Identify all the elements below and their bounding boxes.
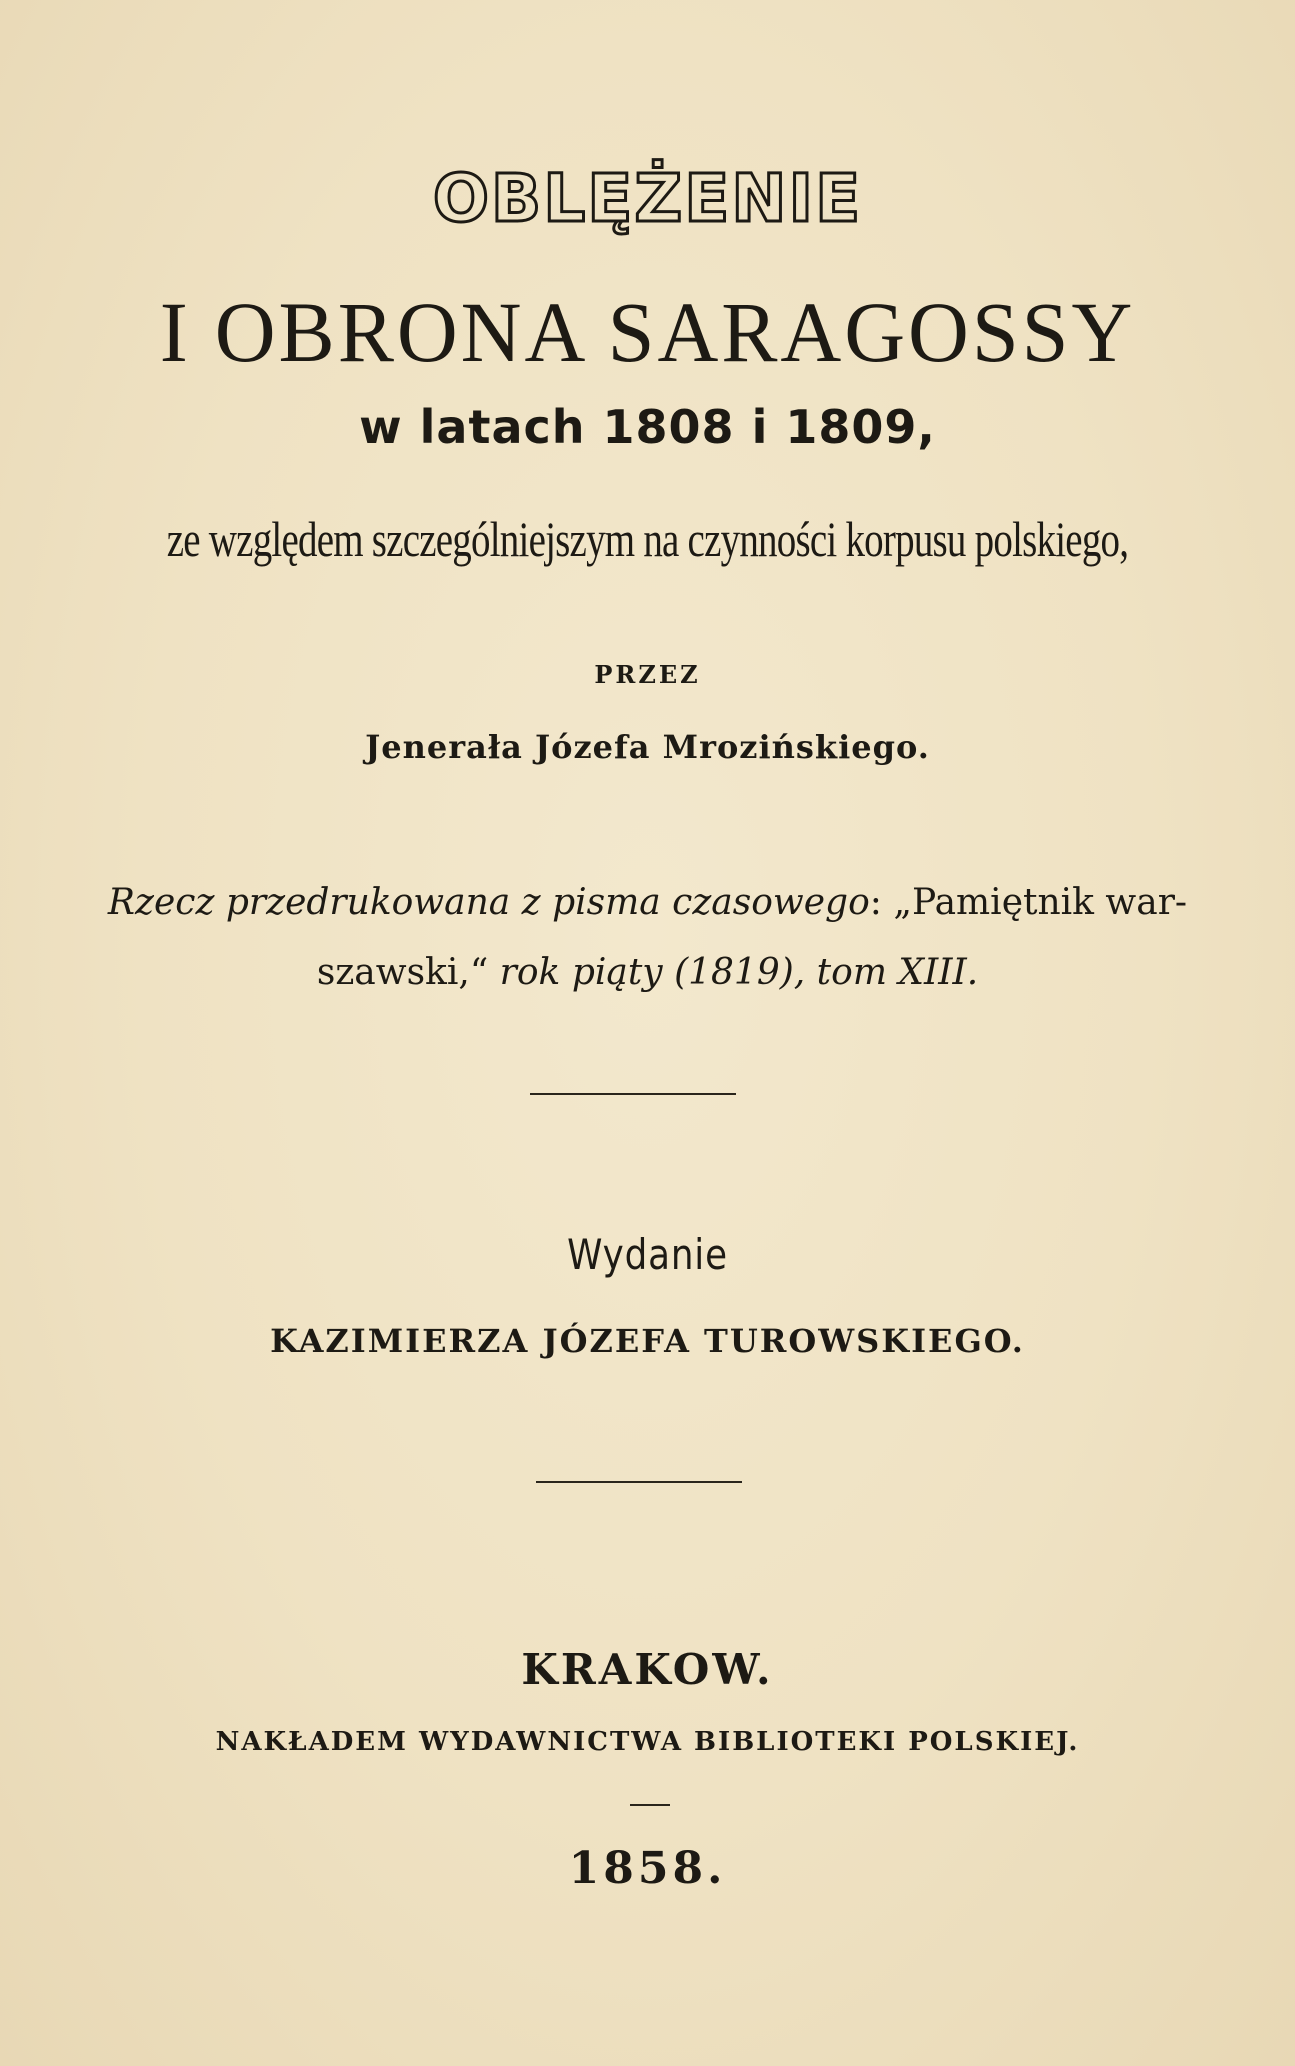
reprint-note [0, 868, 1295, 1008]
publisher: NAKŁADEM WYDAWNICTWA BIBLIOTEKI POLSKIEJ. [215, 1727, 1080, 1757]
title-line-2: I OBRONA SARAGOSSY [159, 284, 1136, 380]
divider-rule-1 [530, 1093, 736, 1095]
reprint-note-line-2 [0, 938, 1295, 1008]
by-label: PRZEZ [594, 660, 701, 689]
title-line-1: OBLĘŻENIE [432, 160, 863, 237]
editor-name: KAZIMIERZA JÓZEFA TUROWSKIEGO. [270, 1322, 1025, 1360]
title-line-3: w latach 1808 i 1809, [359, 400, 936, 454]
publication-year: 1858. [568, 1843, 727, 1894]
divider-rule-3 [630, 1804, 670, 1806]
publication-city: KRAKOW. [521, 1645, 774, 1694]
reprint-note-italic-b: rok piąty (1819), tom XIII. [499, 952, 979, 993]
divider-rule-2 [536, 1481, 742, 1483]
reprint-note-italic-a: Rzecz przedrukowana z pisma czasowego [107, 882, 870, 923]
reprint-note-line-1 [0, 868, 1295, 938]
reprint-note-plain-b: szawski,“ [316, 952, 500, 993]
reprint-note-plain-a: : „Pamiętnik war- [869, 882, 1188, 923]
author-name: Jenerała Józefa Mrozińskiego. [365, 728, 930, 766]
edition-label: Wydanie [567, 1230, 728, 1279]
subtitle: ze względem szczególniejszym na czynności korpusu polskiego, [166, 511, 1129, 567]
